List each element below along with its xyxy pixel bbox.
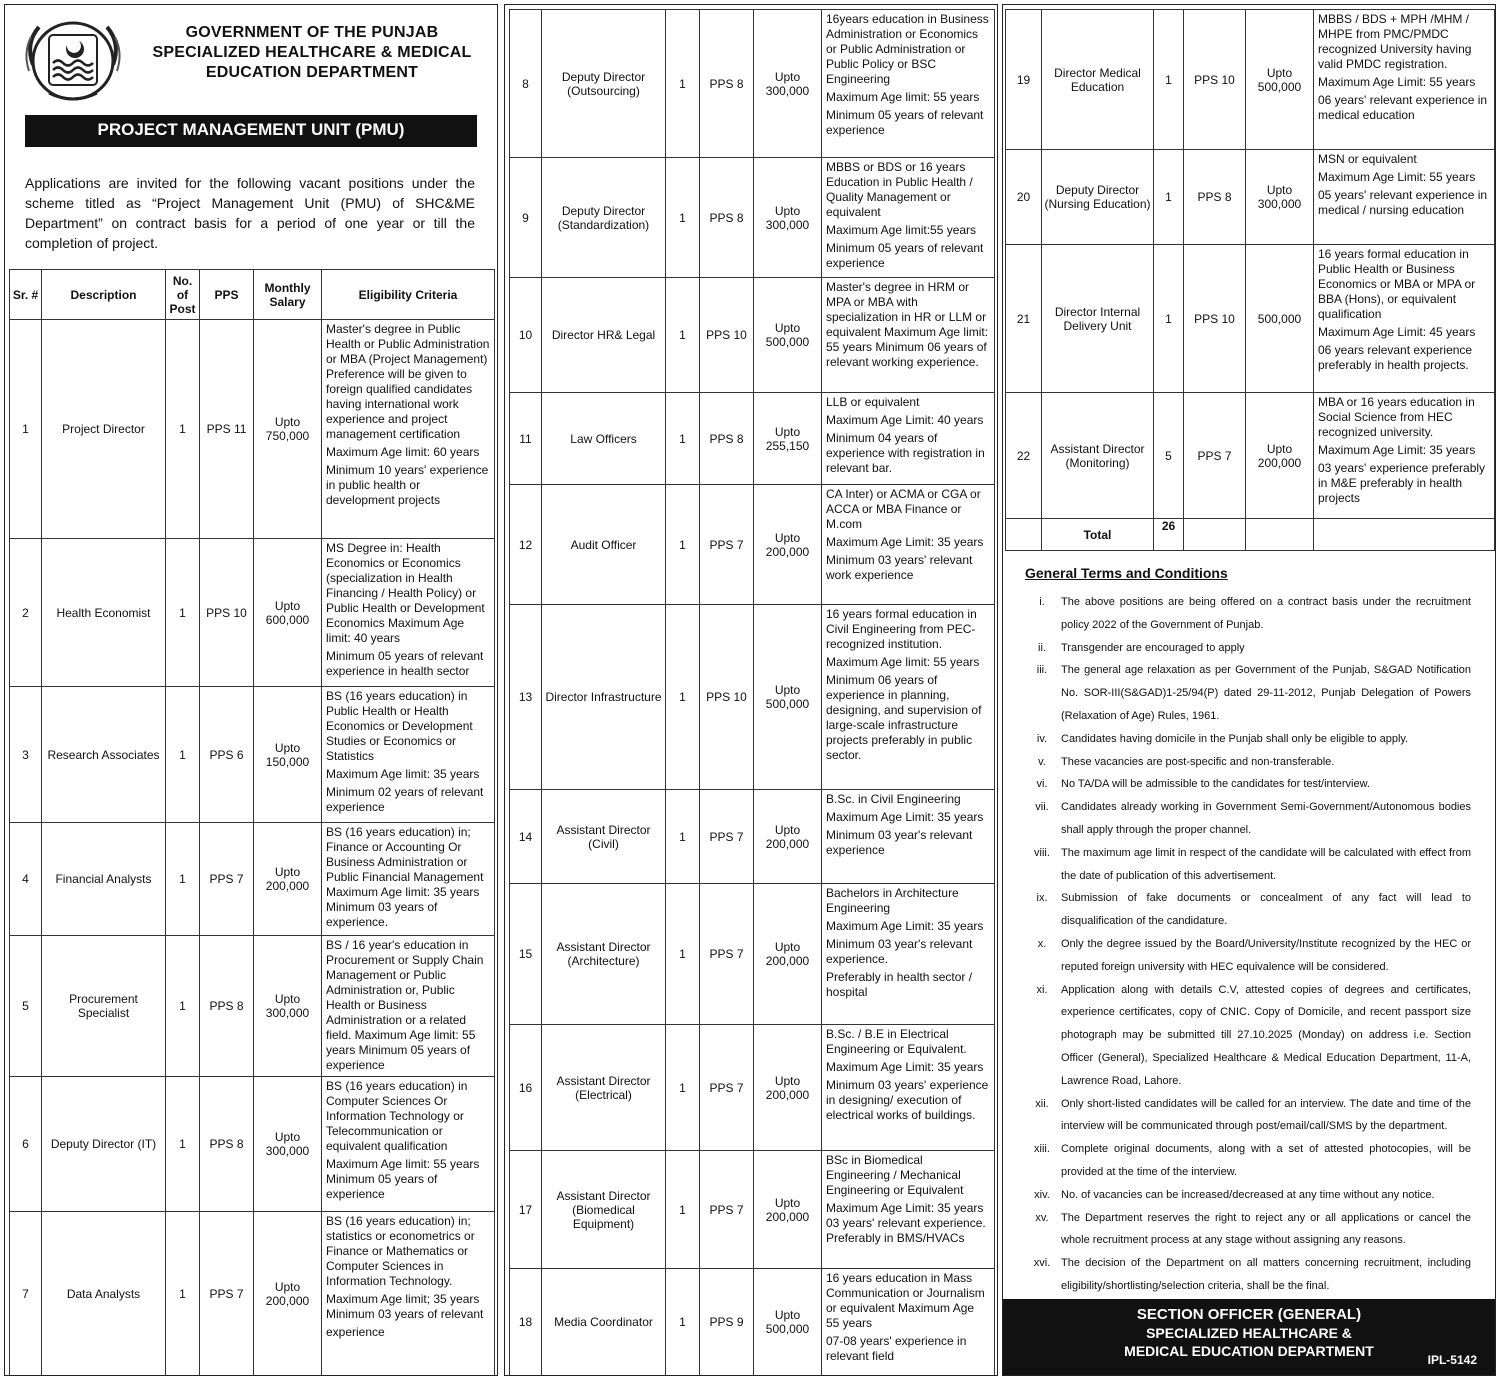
term-text: No TA/DA will be admissible to the candidates for test/interview.	[1061, 778, 1370, 791]
criteria-line: MS Degree in: Health Economics or Economics (specialization in Health Financing / Health Policy) or Public Health or Development Economics Maximum Age limit: 40 years	[326, 541, 485, 645]
cell-sr: 17	[510, 1151, 542, 1269]
criteria-line: MBA or 16 years education in Social Science from HEC recognized university.	[1318, 395, 1475, 439]
term-text: Only short-listed candidates will be called for an interview. The date and time of the interview will be communicated through post/email/call/SMS by the department.	[1061, 1097, 1471, 1133]
term-text: The maximum age limit in respect of the candidate will be calculated with effect from the date of publication of this advertisement.	[1061, 846, 1471, 882]
cell-sr: 12	[510, 485, 542, 605]
cell-posts: 1	[166, 687, 200, 823]
cell-posts: 1	[666, 790, 700, 884]
cell-criteria	[822, 884, 995, 1025]
cell-criteria	[1314, 150, 1495, 245]
table-row	[1006, 245, 1495, 393]
table-row	[510, 485, 995, 605]
cell-criteria	[822, 1025, 995, 1151]
cell-criteria	[822, 10, 995, 158]
column-2	[504, 4, 998, 1376]
term-item	[1023, 1184, 1471, 1207]
term-text: Transgender are encouraged to apply	[1061, 641, 1245, 654]
cell-posts: 1	[166, 823, 200, 936]
criteria-line: Maximum Age limit: 55 years	[826, 655, 980, 669]
criteria-line: Maximum Age Limit: 35 years 03 years' relevant experience. Preferably in BMS/HVACs	[826, 1201, 986, 1245]
cell-posts: 5	[1154, 393, 1184, 519]
positions-table-1	[9, 269, 495, 1376]
cell-salary: Upto 200,000	[1246, 393, 1314, 519]
criteria-line: Minimum 02 years of relevant experience	[326, 785, 484, 814]
cell-description: Assistant Director (Civil)	[542, 790, 666, 884]
criteria-line: B.Sc. / B.E in Electrical Engineering or Equivalent.	[826, 1027, 967, 1056]
cell-salary: Upto 200,000	[754, 790, 822, 884]
positions-table-2	[509, 9, 995, 1376]
cell-posts: 1	[666, 10, 700, 158]
cell-salary: Upto 255,150	[754, 393, 822, 485]
column-3	[1002, 4, 1496, 1376]
criteria-line: 16 years education in Mass Communication or Journalism or equivalent Maximum Age 55 years	[826, 1271, 985, 1330]
header-pps: PPS	[200, 270, 254, 320]
criteria-line: Minimum 06 years of experience in planning, designing, and supervision of large-scale infrastructure projects preferably in public sector.	[826, 673, 982, 762]
criteria-line: 05 years' relevant experience in medical / nursing education	[1318, 188, 1488, 217]
positions-body-2	[510, 10, 995, 1376]
cell-pps: PPS 7	[700, 1025, 754, 1151]
cell-description: Procurement Specialist	[42, 936, 166, 1077]
criteria-line: 06 years' relevant experience in medical education	[1318, 93, 1488, 122]
heading-line-2: SPECIALIZED HEALTHCARE & MEDICAL	[152, 44, 472, 61]
table-row	[10, 823, 495, 936]
term-text: The above positions are being offered on a contract basis under the recruitment policy 2022 of the Government of Punjab.	[1061, 596, 1471, 631]
total-row	[1006, 519, 1495, 551]
cell-description: Director HR& Legal	[542, 278, 666, 393]
cell-salary: Upto 600,000	[254, 539, 322, 687]
cell-salary: 500,000	[1246, 245, 1314, 393]
cell-pps: PPS 6	[200, 687, 254, 823]
cell-pps: PPS 8	[700, 158, 754, 278]
criteria-line: Maximum Age Limit: 35 years	[826, 919, 984, 933]
criteria-line: BSc in Biomedical Engineering / Mechanical Engineering or Equivalent	[826, 1153, 964, 1197]
cell-description: Director Infrastructure	[542, 605, 666, 790]
header	[5, 5, 497, 113]
criteria-line: Minimum 10 years' experience in public health or development projects	[326, 463, 489, 507]
cell-pps: PPS 8	[1184, 150, 1246, 245]
header-salary: Monthly Salary	[254, 270, 322, 320]
term-item	[1023, 1093, 1471, 1139]
cell-criteria	[322, 936, 495, 1077]
criteria-line: BS (16 years education) in; Finance or Accounting Or Business Administration or Public Financial Management Maximum Age limit: 35 years Minimum 03 years of experience.	[326, 825, 484, 929]
term-item	[1023, 1252, 1471, 1298]
cell-description: Research Associates	[42, 687, 166, 823]
cell-sr: 7	[10, 1212, 42, 1376]
criteria-line: Maximum Age limit; 35 years Minimum 03 years of relevant	[326, 1292, 484, 1321]
criteria-line: Maximum Age limit: 35 years	[326, 767, 480, 781]
cell-posts: 1	[666, 278, 700, 393]
criteria-line: Master's degree in Public Health or Public Administration or MBA (Project Management) Preference will be given to foreign qualified candidates having international work experience and project management certification	[326, 322, 490, 441]
term-text: No. of vacancies can be increased/decreased at any time without any notice.	[1061, 1188, 1435, 1201]
criteria-line: Minimum 03 year's relevant experience.	[826, 937, 973, 966]
cell-salary: Upto 500,000	[1246, 10, 1314, 150]
criteria-line: MBBS or BDS or 16 years Education in Public Health / Quality Management or equivalent	[826, 160, 973, 219]
cell-pps: PPS 7	[700, 790, 754, 884]
criteria-line: Master's degree in HRM or MPA or MBA with specialization in HR or LLM or equivalent Maximum Age limit: 55 years Minimum 06 years of relevant working experience.	[826, 280, 989, 369]
term-number: i.	[1039, 596, 1045, 608]
cell-salary: Upto 500,000	[754, 605, 822, 790]
cell-salary: Upto 150,000	[254, 687, 322, 823]
term-number: iv.	[1036, 732, 1048, 745]
term-text: The decision of the Department on all matters concerning recruitment, including eligibility/shortlisting/selection criteria, shall be the final.	[1061, 1257, 1471, 1292]
criteria-line: MSN or equivalent	[1318, 152, 1417, 166]
cell-pps: PPS 7	[1184, 393, 1246, 519]
term-text: The general age relaxation as per Government of the Punjab, S&GAD Notification No. SOR-III(S&GAD)1-25/94(P) dated 29-11-2012, Punjab Delegation of Powers (Relaxation of Age) Rules, 1961.	[1061, 664, 1471, 722]
header-sr: Sr. #	[10, 270, 42, 320]
cell-sr: 19	[1006, 10, 1042, 150]
header-description: Description	[42, 270, 166, 320]
cell-description: Assistant Director (Biomedical Equipment)	[542, 1151, 666, 1269]
cell-sr: 6	[10, 1077, 42, 1212]
cell-criteria	[1314, 393, 1495, 519]
cell-sr: 15	[510, 884, 542, 1025]
cell-pps: PPS 11	[200, 320, 254, 539]
cell-pps: PPS 10	[1184, 10, 1246, 150]
cell-posts: 1	[666, 393, 700, 485]
terms-list	[1023, 591, 1471, 1298]
table-row	[510, 605, 995, 790]
criteria-line: Maximum Age limit:55 years	[826, 223, 977, 237]
cell-pps: PPS 7	[700, 1151, 754, 1269]
table-row	[1006, 150, 1495, 245]
cell-criteria	[822, 485, 995, 605]
cell-posts: 1	[1154, 245, 1184, 393]
cell-sr: 22	[1006, 393, 1042, 519]
cell-salary: Upto 200,000	[754, 884, 822, 1025]
criteria-line: BS / 16 year's education in Procurement or Supply Chain Management or Public Administration or, Public Health or Business Administration or a related field. Maximum Age limit: 55 years Minimum 05 years of experience	[326, 938, 484, 1072]
criteria-line: Minimum 05 years of relevant experience	[826, 108, 984, 137]
heading-line-1: GOVERNMENT OF THE PUNJAB	[185, 24, 439, 41]
cell-posts: 1	[666, 1269, 700, 1376]
term-item	[1023, 637, 1471, 660]
cell-criteria	[1314, 10, 1495, 150]
criteria-line: B.Sc. in Civil Engineering	[826, 792, 961, 806]
header-posts: No. of Post	[166, 270, 200, 320]
cell-pps: PPS 8	[200, 936, 254, 1077]
cell-sr: 16	[510, 1025, 542, 1151]
table-header-row	[10, 270, 495, 320]
positions-body-3	[1006, 10, 1495, 519]
cell-posts: 1	[666, 1151, 700, 1269]
term-item	[1023, 659, 1471, 727]
cell-pps: PPS 7	[200, 1212, 254, 1376]
cell-description: Financial Analysts	[42, 823, 166, 936]
table-row	[510, 1269, 995, 1376]
cell-pps: PPS 10	[700, 278, 754, 393]
term-number: v.	[1038, 755, 1046, 768]
cell-description: Assistant Director (Monitoring)	[1042, 393, 1154, 519]
cell-sr: 18	[510, 1269, 542, 1376]
term-item	[1023, 773, 1471, 796]
term-number: xiii.	[1034, 1143, 1050, 1156]
table-row	[10, 1077, 495, 1212]
term-item	[1023, 887, 1471, 933]
cell-sr: 1	[10, 320, 42, 539]
term-item	[1023, 842, 1471, 888]
cell-description: Law Officers	[542, 393, 666, 485]
cell-sr: 2	[10, 539, 42, 687]
cell-criteria	[822, 158, 995, 278]
cell-salary: Upto 300,000	[754, 158, 822, 278]
cell-posts: 1	[666, 884, 700, 1025]
criteria-line: MBBS / BDS + MPH /MHM / MHPE from PMC/PMDC recognized University having valid PMDC registration.	[1318, 12, 1472, 71]
cell-pps: PPS 10	[200, 539, 254, 687]
term-item	[1023, 1138, 1471, 1184]
term-item	[1023, 751, 1471, 774]
positions-body-1	[10, 320, 495, 1376]
criteria-line: Maximum Age Limit: 55 years	[1318, 170, 1476, 184]
table-row	[510, 1025, 995, 1151]
term-text: The Department reserves the right to reject any or all applications or cancel the whole recruitment process at any stage without assigning any reasons.	[1061, 1211, 1471, 1247]
cell-pps: PPS 7	[200, 823, 254, 936]
cell-posts: 1	[166, 1212, 200, 1376]
criteria-line: BS (16 years education) in Computer Sciences Or Information Technology or Telecommunication or equivalent qualification	[326, 1079, 468, 1153]
term-number: xiv.	[1034, 1188, 1050, 1201]
cell-sr: 20	[1006, 150, 1042, 245]
term-item	[1023, 591, 1471, 637]
table-row	[10, 687, 495, 823]
cell-pps: PPS 8	[200, 1077, 254, 1212]
criteria-line: 16 years formal education in Civil Engineering from PEC-recognized institution.	[826, 607, 977, 651]
table-row	[510, 10, 995, 158]
term-text: Candidates already working in Government Semi-Government/Autonomous bodies shall apply through the proper channel.	[1061, 801, 1471, 836]
column-1	[4, 4, 498, 1376]
cell-posts: 1	[666, 158, 700, 278]
department-heading	[137, 23, 487, 83]
cell-salary: Upto 300,000	[254, 1077, 322, 1212]
cell-pps: PPS 7	[700, 485, 754, 605]
cell-criteria	[822, 1269, 995, 1376]
term-text: Only the degree issued by the Board/University/Institute recognized by the HEC or reputed foreign university with HEC equivalence will be considered.	[1061, 937, 1471, 973]
term-text: These vacancies are post-specific and non-transferable.	[1061, 755, 1335, 768]
total-label: Total	[1042, 519, 1154, 551]
cell-salary: Upto 200,000	[754, 485, 822, 605]
criteria-line: Maximum Age Limit: 45 years	[1318, 325, 1476, 339]
term-number: viii.	[1034, 846, 1050, 859]
cell-sr: 14	[510, 790, 542, 884]
criteria-line: 03 years' experience preferably in M&E preferably in health projects	[1318, 461, 1486, 505]
cell-posts: 1	[166, 936, 200, 1077]
criteria-line: BS (16 years education) in Public Health or Health Economics or Development Studies or Economics or Statistics	[326, 689, 473, 763]
term-number: iii.	[1036, 664, 1048, 677]
term-item	[1023, 979, 1471, 1093]
footer-line-3: MEDICAL EDUCATION DEPARTMENT	[1124, 1343, 1374, 1359]
criteria-line: Minimum 05 years of relevant experience	[826, 241, 984, 270]
cell-salary: Upto 500,000	[754, 278, 822, 393]
cell-sr: 9	[510, 158, 542, 278]
criteria-line: Maximum Age limit: 55 years	[826, 90, 980, 104]
cell-description: Assistant Director (Electrical)	[542, 1025, 666, 1151]
term-item	[1023, 728, 1471, 751]
criteria-line: Preferably in health sector / hospital	[826, 970, 973, 999]
term-text: Submission of fake documents or concealment of any fact will lead to disqualification of the candidature.	[1061, 892, 1471, 928]
cell-salary: Upto 200,000	[254, 1212, 322, 1376]
cell-criteria	[322, 687, 495, 823]
header-criteria: Eligibility Criteria	[322, 270, 495, 320]
term-text: Complete original documents, along with a set of attested photocopies, will be provided at the time of the interview.	[1061, 1143, 1471, 1178]
footer-line-2: SPECIALIZED HEALTHCARE &	[1146, 1325, 1352, 1341]
cell-description: Audit Officer	[542, 485, 666, 605]
cell-sr: 10	[510, 278, 542, 393]
criteria-line: Maximum Age Limit: 35 years	[826, 1060, 984, 1074]
punjab-emblem-icon	[19, 13, 127, 105]
cell-pps: PPS 9	[700, 1269, 754, 1376]
criteria-line: LLB or equivalent	[826, 395, 920, 409]
cell-description: Assistant Director (Architecture)	[542, 884, 666, 1025]
cell-pps: PPS 10	[700, 605, 754, 790]
cell-criteria	[1314, 245, 1495, 393]
cell-salary: Upto 300,000	[1246, 150, 1314, 245]
term-item	[1023, 796, 1471, 842]
cell-salary: Upto 200,000	[754, 1025, 822, 1151]
term-number: xi.	[1036, 983, 1048, 996]
pmu-banner: PROJECT MANAGEMENT UNIT (PMU)	[25, 115, 477, 147]
signature-footer	[1003, 1299, 1495, 1375]
table-row	[510, 393, 995, 485]
positions-table-3	[1005, 9, 1495, 551]
cell-sr: 5	[10, 936, 42, 1077]
cell-sr: 4	[10, 823, 42, 936]
cell-criteria	[822, 1151, 995, 1269]
criteria-line: Minimum 04 years of experience with registration in relevant bar.	[826, 431, 985, 475]
criteria-line: 16years education in Business Administration or Economics or Public Administration or Public Policy or BSC Engineering	[826, 12, 989, 86]
cell-posts: 1	[1154, 150, 1184, 245]
cell-description: Director Internal Delivery Unit	[1042, 245, 1154, 393]
table-row	[1006, 393, 1495, 519]
term-number: ix.	[1036, 892, 1048, 905]
term-number: xv.	[1035, 1211, 1049, 1224]
cell-pps: PPS 8	[700, 10, 754, 158]
cell-posts: 1	[166, 1077, 200, 1212]
cell-posts: 1	[166, 320, 200, 539]
cell-salary: Upto 300,000	[254, 936, 322, 1077]
table-row	[10, 539, 495, 687]
criteria-line: experience	[326, 1325, 385, 1339]
term-number: x.	[1037, 937, 1047, 950]
criteria-line: Maximum Age Limit: 35 years	[826, 535, 984, 549]
cell-pps: PPS 8	[700, 393, 754, 485]
table-row	[510, 158, 995, 278]
criteria-line: Maximum Age Limit: 55 years	[1318, 75, 1476, 89]
cell-criteria	[822, 605, 995, 790]
cell-salary: Upto 200,000	[754, 1151, 822, 1269]
cell-posts: 1	[666, 485, 700, 605]
cell-criteria	[322, 1077, 495, 1212]
term-text: Candidates having domicile in the Punjab shall only be eligible to apply.	[1061, 732, 1409, 745]
criteria-line: Bachelors in Architecture Engineering	[826, 886, 959, 915]
cell-pps: PPS 7	[700, 884, 754, 1025]
cell-criteria	[322, 823, 495, 936]
cell-criteria	[822, 278, 995, 393]
term-number: xii.	[1035, 1097, 1049, 1110]
cell-description: Deputy Director (IT)	[42, 1077, 166, 1212]
cell-criteria	[322, 320, 495, 539]
cell-salary: Upto 750,000	[254, 320, 322, 539]
cell-description: Data Analysts	[42, 1212, 166, 1376]
cell-sr: 13	[510, 605, 542, 790]
table-row	[10, 1212, 495, 1376]
table-row	[510, 790, 995, 884]
criteria-line: 16 years formal education in Public Health or Business Economics or MBA or MPA or BBA (Hons), or equivalent qualification	[1318, 247, 1476, 321]
term-number: vii.	[1035, 801, 1049, 814]
cell-criteria	[822, 790, 995, 884]
table-row	[1006, 10, 1495, 150]
terms-title: General Terms and Conditions	[1025, 565, 1228, 581]
cell-description: Deputy Director (Standardization)	[542, 158, 666, 278]
criteria-line: Minimum 03 years' relevant work experience	[826, 553, 973, 582]
cell-criteria	[322, 1212, 495, 1376]
cell-salary: Upto 200,000	[254, 823, 322, 936]
cell-description: Project Director	[42, 320, 166, 539]
term-number: ii.	[1038, 641, 1046, 654]
criteria-line: 06 years relevant experience preferably in health projects.	[1318, 343, 1473, 372]
criteria-line: Maximum Age Limit: 35 years	[1318, 443, 1476, 457]
cell-sr: 8	[510, 10, 542, 158]
cell-salary: Upto 300,000	[754, 10, 822, 158]
cell-sr: 21	[1006, 245, 1042, 393]
criteria-line: Minimum 03 year's relevant experience	[826, 828, 973, 857]
term-item	[1023, 1207, 1471, 1253]
cell-description: Deputy Director (Outsourcing)	[542, 10, 666, 158]
criteria-line: BS (16 years education) in; statistics or econometrics or Finance or Mathematics or Computer Sciences in Information Technology.	[326, 1214, 475, 1288]
table-row	[10, 320, 495, 539]
total-posts: 26	[1154, 519, 1184, 551]
cell-posts: 1	[666, 1025, 700, 1151]
heading-line-3: EDUCATION DEPARTMENT	[205, 64, 419, 81]
term-number: vi.	[1036, 778, 1048, 791]
criteria-line: Minimum 03 years' experience in designing/ execution of electrical works of buildings.	[826, 1078, 989, 1122]
cell-pps: PPS 10	[1184, 245, 1246, 393]
criteria-line: Maximum Age Limit: 35 years	[826, 810, 984, 824]
cell-criteria	[822, 393, 995, 485]
ipl-code: IPL-5142	[1427, 1353, 1477, 1367]
criteria-line: Maximum Age limit: 60 years	[326, 445, 480, 459]
term-item	[1023, 933, 1471, 979]
cell-description: Director Medical Education	[1042, 10, 1154, 150]
criteria-line: 07-08 years' experience in relevant field	[826, 1334, 967, 1363]
cell-salary: Upto 500,000	[754, 1269, 822, 1376]
table-row	[10, 936, 495, 1077]
cell-description: Health Economist	[42, 539, 166, 687]
criteria-line: Maximum Age Limit: 40 years	[826, 413, 984, 427]
criteria-line: Maximum Age limit: 55 years Minimum 05 years of experience	[326, 1157, 480, 1201]
table-row	[510, 884, 995, 1025]
cell-description: Media Coordinator	[542, 1269, 666, 1376]
cell-posts: 1	[666, 605, 700, 790]
criteria-line: Minimum 05 years of relevant experience in health sector	[326, 649, 484, 678]
term-number: xvi.	[1033, 1257, 1051, 1270]
table-row	[510, 278, 995, 393]
cell-posts: 1	[166, 539, 200, 687]
table-row	[510, 1151, 995, 1269]
cell-description: Deputy Director (Nursing Education)	[1042, 150, 1154, 245]
intro-paragraph: Applications are invited for the following vacant positions under the scheme titled as “Project Management Unit (PMU) of SHC&ME Department” on contract basis for a period of one year or till the completion of project.	[25, 175, 475, 251]
cell-sr: 11	[510, 393, 542, 485]
footer-line-1: SECTION OFFICER (GENERAL)	[1136, 1306, 1362, 1323]
term-text: Application along with details C.V, attested copies of degrees and certificates, experience certificates, copy of CNIC. Copy of Domicile, and recent passport size photograph may be submitted till 27.10.2025 (Monday) on address i.e. Section Officer (General), Specialized Healthcare & Medical Education Department, 11-A, Lawrence Road, Lahore.	[1061, 983, 1471, 1087]
cell-sr: 3	[10, 687, 42, 823]
cell-posts: 1	[1154, 10, 1184, 150]
cell-criteria	[322, 539, 495, 687]
criteria-line: CA Inter) or ACMA or CGA or ACCA or MBA Finance or M.com	[826, 487, 981, 531]
